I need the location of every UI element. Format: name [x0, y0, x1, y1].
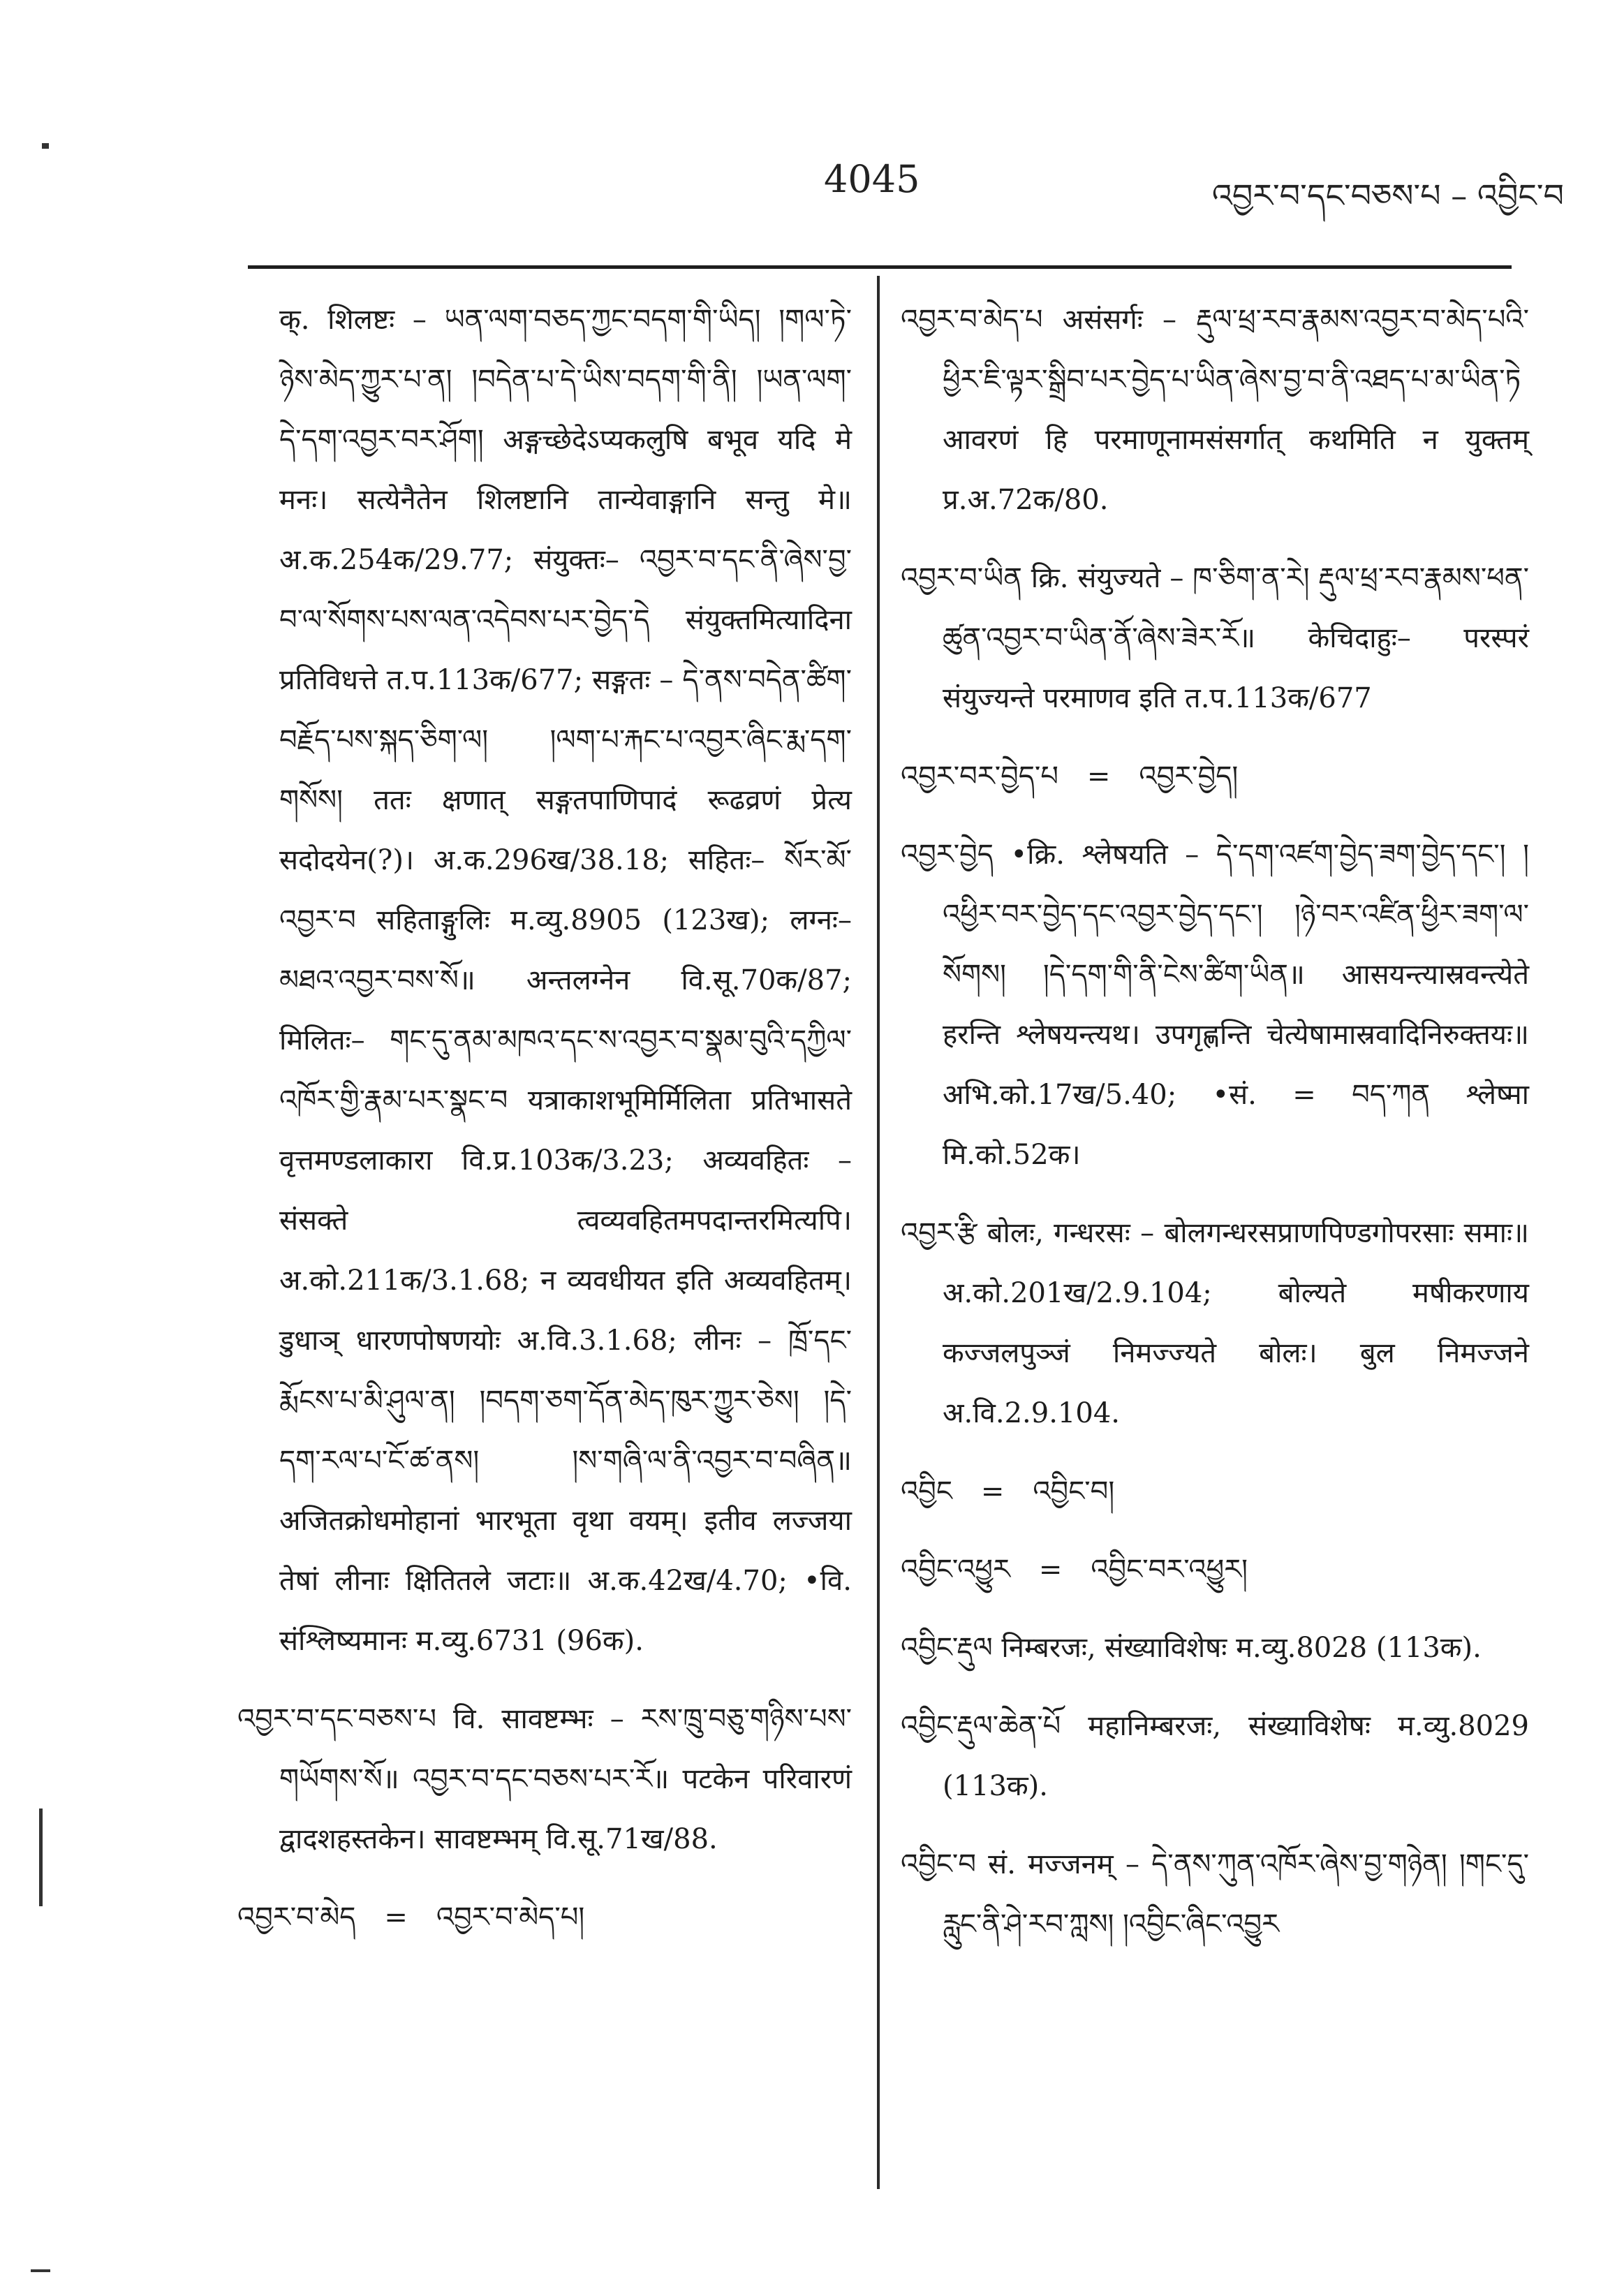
equals-sign: = [980, 1475, 1005, 1508]
xref-right-6 [901, 1461, 1529, 1522]
entry-right-5: འབྱར་རྩི बोलः, गन्धरसः – बोलगन्धरसप्राणपिण्डगोपरसाः समाः॥ अ.को.201ख/2.9.104; बोल्यते मषीकरणाय कज्जलपुञ्जं निमज्ज्यते बोलः। बुल निमज्जने अ.वि.2.9.104. [901, 1217, 1529, 1429]
xref-term: འབྱིང་འཕྱུར [901, 1554, 1010, 1586]
page-number: 4045 [824, 157, 920, 201]
entry-right-4: འབྱར་བྱེད •क्रि. श्लेषयति – དེ་དག་འཛག་བྱེད་ཟག་བྱེད་དང་། །འཕྱིར་བར་བྱེད་དང་འབྱར་བྱེད་དང་། །ཉེ་བར་འཛིན་ཕྱིར་ཟག་ལ་སོགས། །དེ་དག་གི་ནི་ངེས་ཚིག་ཡིན॥ आसयन्त्यास्रवन्त्येते हरन्ति श्लेषयन्त्यथ। उपगृह्णन्ति चेत्येषामास्रवादिनिरुक्तयः॥ अभि.को.17ख/5.40; •सं. = བད་ཀན श्लेष्मा मि.को.52क। [901, 839, 1529, 1171]
entry-right-8: འབྱིང་རྡུལ निम्बरजः, संख्याविशेषः म.व्यु.8028 (113क). [901, 1632, 1482, 1664]
running-head: འབྱར་བ་དང་བཅས་པ – འབྱིང་བ [1211, 177, 1564, 214]
bottom-margin-mark [31, 2269, 50, 2272]
entry-left-1: क्. शिलष्टः – ཡན་ལག་བཅད་ཀྱང་བདག་གི་ཡིད། །གལ་ཏེ་ཉེས་མེད་ཀྱུར་པ་ན། །བདེན་པ་དེ་ཡིས་བདག་གི་ནི། །ཡན་ལག་དེ་དག་འབྱར་བར་ཤོག། अङ्गच्छेदेऽप्यकलुषि बभूव यदि मे मनः। सत्येनैतेन शिलष्टानि तान्येवाङ्गानि सन्तु मे॥ अ.क.254क/29.77; संयुक्तः– འབྱར་བ་དང་ནི་ཞེས་བྱ་བ་ལ་སོགས་པས་ལན་འདེབས་པར་བྱེད་དེ संयुक्तमित्यादिना प्रतिविधत्ते त.प.113क/677; सङ्गतः – དེ་ནས་བདེན་ཚིག་བརྗོད་པས་སྐད་ཅིག་ལ། །ལག་པ་རྐང་པ་འབྱར་ཞིང་རྨ་དག་གསོས། ततः क्षणात् सङ्गतपाणिपादं रूढव्रणं प्रेत्य सदोदयेन(?)। अ.क.296ख/38.18; सहितः– སོར་མོ་འབྱར་བ सहिताङ्गुलिः म.व्यु.8905 (123ख); लग्नः– མཐའ་འབྱར་བས་སོ॥ अन्तलग्नेन वि.सू.70क/87; मिलितः– གང་དུ་ནམ་མཁའ་དང་ས་འབྱར་བ་སྣམ་བུའི་དཀྱིལ་འཁོར་གྱི་རྣམ་པར་སྣང་བ यत्राकाशभूमिर्मिलिता प्रतिभासते वृत्तमण्डलाकारा वि.प्र.103क/3.23; अव्यवहितः – संसक्ते त्वव्यवहितमपदान्तरमित्यपि। अ.को.211क/3.1.68; न व्यवधीयत इति अव्यवहितम्। डुधाञ् धारणपोषणयोः अ.वि.3.1.68; लीनः – ཁྲོ་དང་རྨོངས་པ་མི་ཤུལ་ན། །བདག་ཅག་དོན་མེད་ཁུར་ཀྱུར་ཅེས། །དེ་དག་རལ་པ་ངོ་ཚ་ནས། །ས་གཞི་ལ་ནི་འབྱར་བ་བཞིན॥ अजितक्रोधमोहानां भारभूता वृथा वयम्। इतीव लज्जया तेषां लीनाः क्षितितले जटाः॥ अ.क.42ख/4.70; •वि. संश्लिष्यमानः म.व्यु.6731 (96क). [279, 304, 852, 1657]
equals-sign: = [1038, 1554, 1063, 1586]
entry-right-9: འབྱིང་རྡུལ་ཆེན་པོ महानिम्बरजः, संख्याविशेषः म.व्यु.8029 (113क). [901, 1710, 1529, 1802]
right-column [901, 290, 1529, 1973]
entry-right-1: འབྱར་བ་མེད་པ असंसर्गः – རྡུལ་ཕྲ་རབ་རྣམས་འབྱར་བ་མེད་པའི་ཕྱིར་ཇི་ལྟར་སྒྲིབ་པར་བྱེད་པ་ཡིན་ཞེས་བྱ་བ་ནི་འཐད་པ་མ་ཡིན་ཏེ आवरणं हि परमाणूनामसंसर्गात् कथमिति न युक्तम् प्र.अ.72क/80. [901, 304, 1529, 516]
xref-target: འབྱར་བ་མེད་པ། [436, 1901, 585, 1933]
entry-left-2: འབྱར་བ་དང་བཅས་པ वि. सावष्टम्भः – རས་ཁྲུ་བཅུ་གཉིས་པས་གཡོགས་སོ॥ འབྱར་བ་དང་བཅས་པར་རོ॥ पटकेन परिवारणं द्वादशहस्तकेन। सावष्टम्भम् वि.सू.71ख/88. [237, 1703, 852, 1855]
xref-right-7 [901, 1540, 1529, 1600]
left-margin-bar [39, 1809, 43, 1906]
xref-target: འབྱར་བྱེད། [1139, 760, 1239, 793]
equals-sign: = [1086, 760, 1111, 793]
xref-target: འབྱིང་བ། [1033, 1475, 1115, 1508]
xref-left-3 [237, 1887, 852, 1947]
column-divider [877, 276, 880, 2189]
left-margin-mark [42, 143, 49, 149]
equals-sign: = [384, 1901, 408, 1933]
entry-right-2: འབྱར་བ་ཡིན क्रि. संयुज्यते – ཁ་ཅིག་ན་རེ། རྡུལ་ཕྲ་རབ་རྣམས་ཕན་ཚུན་འབྱར་བ་ཡིན་ནོ་ཞེས་ཟེར་རོ॥ केचिदाहुः– परस्परं संयुज्यन्ते परमाणव इति त.प.113क/677 [901, 562, 1529, 714]
entry-right-10: འབྱིང་བ सं. मज्जनम् – དེ་ནས་ཀུན་འཁོར་ཞེས་བྱ་གཉེན། །གང་དུ་རླུང་ནི་ཤེ་རབ་ཀླས། །འབྱིང་ཞིང་འབྱུར [901, 1848, 1529, 1940]
xref-term: འབྱར་བ་མེད [237, 1901, 356, 1933]
header-rule [248, 265, 1512, 269]
xref-term: འབྱར་བར་བྱེད་པ [901, 760, 1058, 793]
left-column [237, 290, 852, 1966]
xref-term: འབྱིང [901, 1475, 952, 1508]
xref-right-3 [901, 746, 1529, 806]
xref-target: འབྱིང་བར་འཕྱུར། [1091, 1554, 1248, 1586]
